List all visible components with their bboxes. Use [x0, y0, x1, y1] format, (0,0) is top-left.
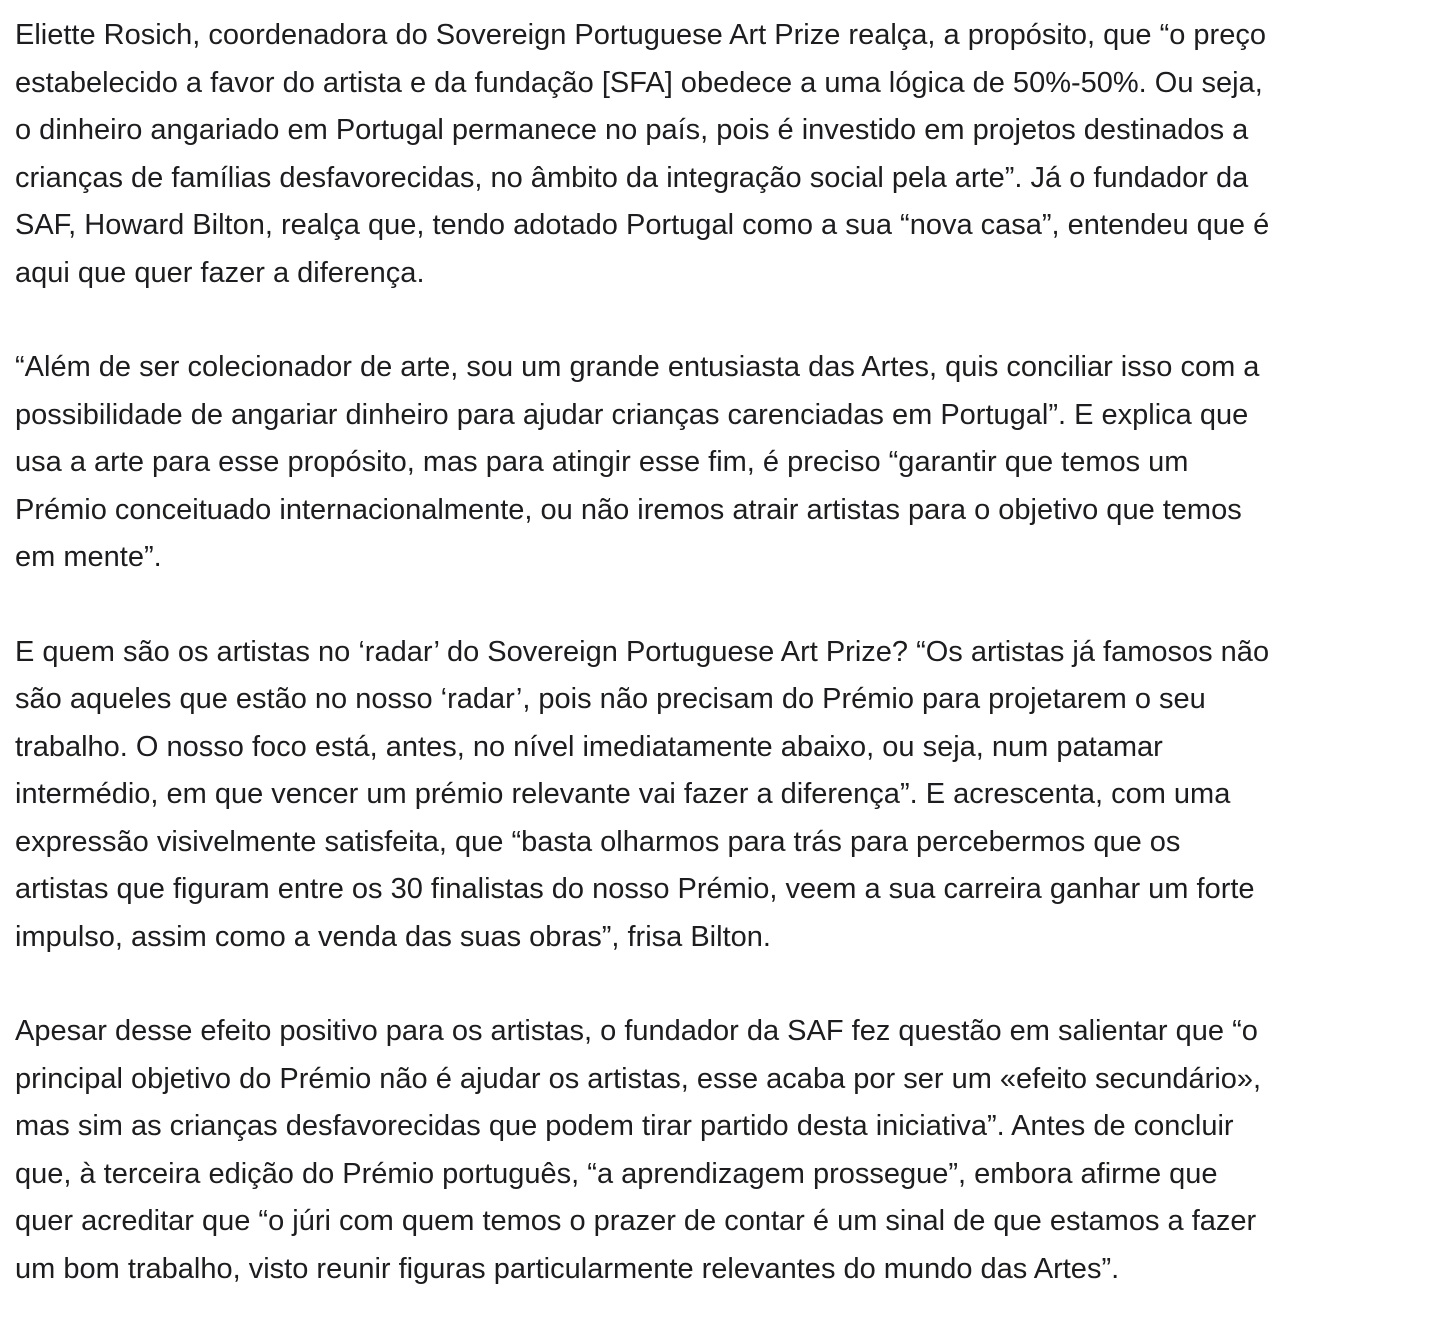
- text-line: impulso, assim como a venda das suas obras”, frisa Bilton.: [15, 920, 771, 953]
- text-line: em mente”.: [15, 541, 162, 573]
- text-line: SAF, Howard Bilton, realça que, tendo adotado Portugal como a sua “nova casa”, entendeu que é: [15, 209, 1270, 241]
- text-line: mas sim as crianças desfavorecidas que podem tirar partido desta iniciativa”. Antes de concluir: [15, 1110, 1234, 1142]
- text-line: “Além de ser colecionador de arte, sou um grande entusiasta das Artes, quis conciliar isso com a: [15, 351, 1260, 383]
- text-line: artistas que figuram entre os 30 finalistas do nosso Prémio, veem a sua carreira ganhar um forte: [15, 873, 1255, 905]
- paragraph: [15, 12, 1445, 297]
- text-line: trabalho. O nosso foco está, antes, no nível imediatamente abaixo, ou seja, num patamar: [15, 730, 1163, 763]
- text-line: aqui que quer fazer a diferença.: [15, 256, 425, 289]
- text-line: usa a arte para esse propósito, mas para atingir esse fim, é preciso “garantir que temos um: [15, 446, 1189, 478]
- text-line: o dinheiro angariado em Portugal permanece no país, pois é investido em projetos destinados a: [15, 114, 1249, 146]
- text-line: quer acreditar que “o júri com quem temos o prazer de contar é um sinal de que estamos a fazer: [15, 1205, 1257, 1237]
- text-line: crianças de famílias desfavorecidas, no âmbito da integração social pela arte”. Já o fundador da: [15, 161, 1249, 194]
- text-line: Eliette Rosich, coordenadora do Sovereign Portuguese Art Prize realça, a propósito, que “o preço: [15, 19, 1266, 51]
- text-line: possibilidade de angariar dinheiro para ajudar crianças carenciadas em Portugal”. E explica que: [15, 398, 1249, 431]
- text-line: são aqueles que estão no nosso ‘radar’, pois não precisam do Prémio para projetarem o seu: [15, 683, 1206, 715]
- paragraph: [15, 629, 1445, 962]
- text-line: Apesar desse efeito positivo para os artistas, o fundador da SAF fez questão em salientar que “o: [15, 1015, 1258, 1047]
- article-body: [15, 12, 1445, 1340]
- text-line: Prémio conceituado internacionalmente, ou não iremos atrair artistas para o objetivo que temos: [15, 493, 1242, 526]
- text-line: expressão visivelmente satisfeita, que “basta olharmos para trás para percebermos que os: [15, 825, 1181, 858]
- paragraph: [15, 344, 1445, 582]
- text-line: que, à terceira edição do Prémio português, “a aprendizagem prossegue”, embora afirme que: [15, 1157, 1218, 1190]
- text-line: intermédio, em que vencer um prémio relevante vai fazer a diferença”. E acrescenta, com uma: [15, 778, 1231, 810]
- text-line: E quem são os artistas no ‘radar’ do Sovereign Portuguese Art Prize? “Os artistas já famosos não: [15, 635, 1270, 668]
- text-line: estabelecido a favor do artista e da fundação [SFA] obedece a uma lógica de 50%-50%. Ou seja,: [15, 66, 1263, 99]
- text-line: um bom trabalho, visto reunir figuras particularmente relevantes do mundo das Artes”.: [15, 1252, 1120, 1285]
- paragraph: [15, 1008, 1445, 1293]
- text-line: principal objetivo do Prémio não é ajudar os artistas, esse acaba por ser um «efeito secundário»,: [15, 1062, 1262, 1095]
